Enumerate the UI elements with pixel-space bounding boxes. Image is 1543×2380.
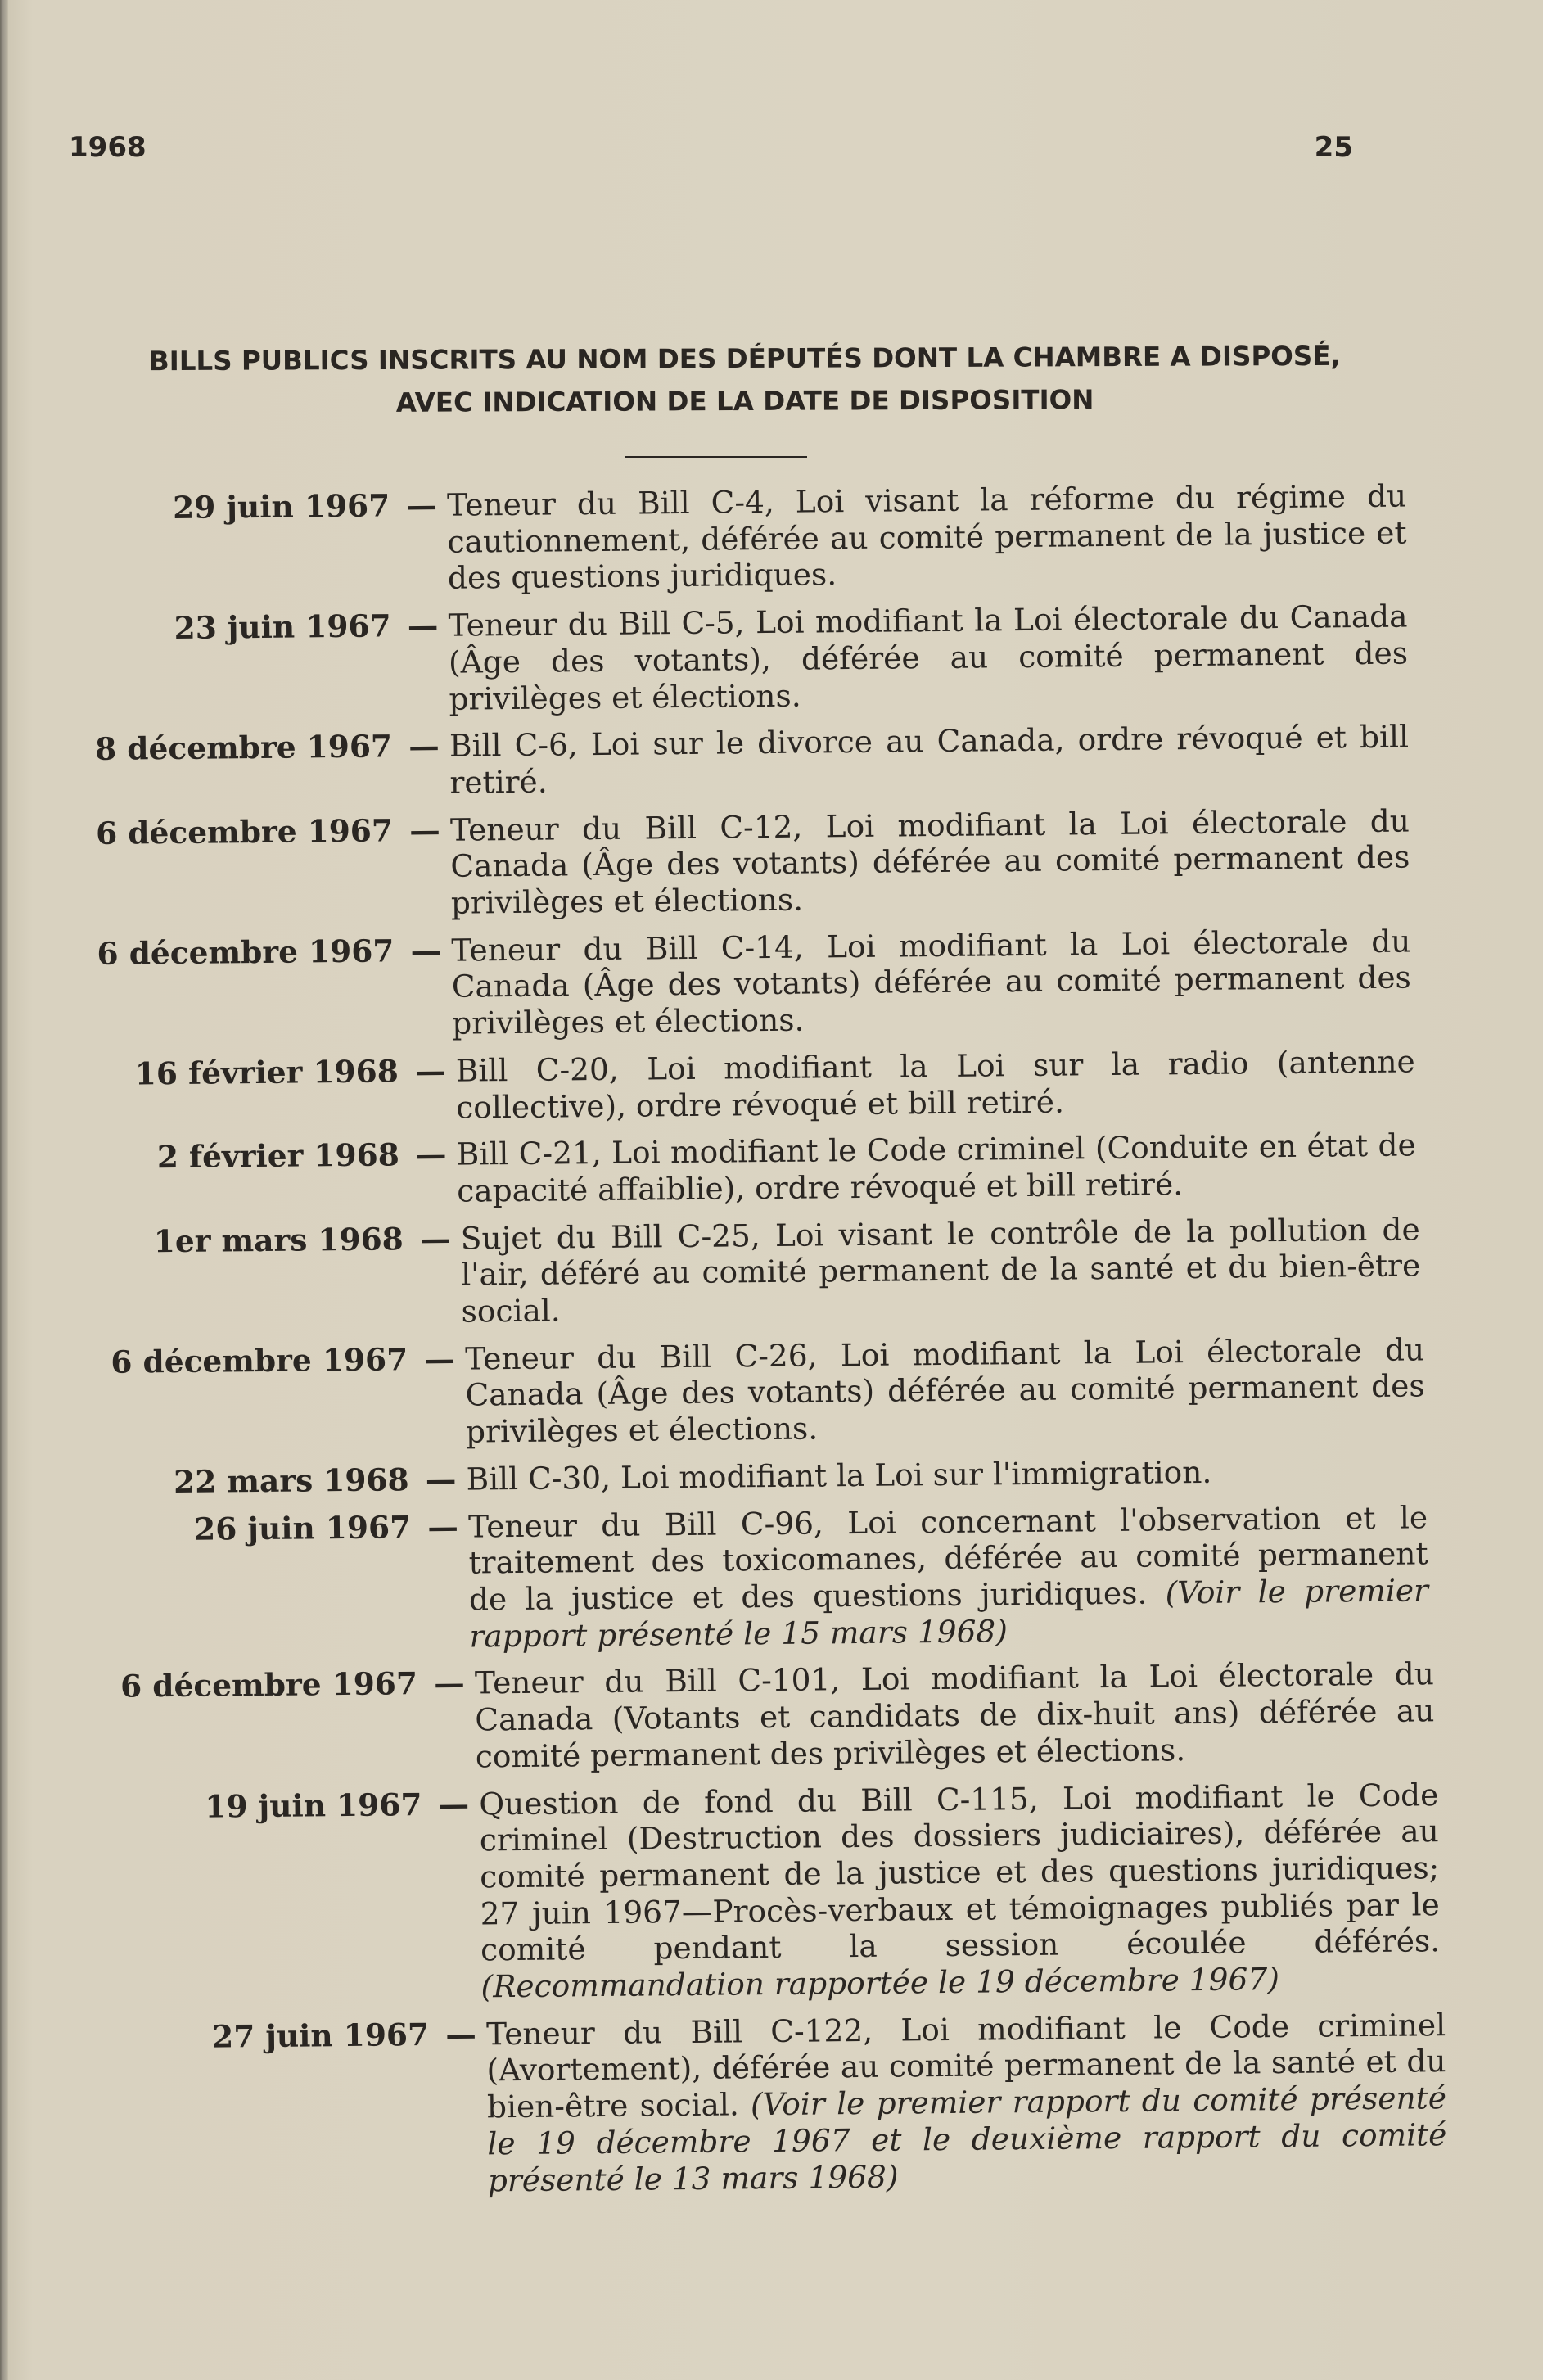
- entry-dash: —: [410, 932, 442, 969]
- entry-dash: —: [425, 1461, 457, 1497]
- entry-date: 29 juin 1967: [172, 487, 390, 526]
- entry-description: [448, 923, 1411, 1041]
- entry-description: [453, 1043, 1416, 1126]
- entry-dash: —: [434, 1665, 465, 1702]
- entry-description: [462, 1452, 1425, 1497]
- entry-dash: —: [414, 1052, 446, 1090]
- entry-dash: —: [415, 1136, 447, 1173]
- entry-text: Teneur du Bill C-122, Loi modifiant le Code criminel (Avortement), déférée au comité permanent de la santé et du bien-être social.: [485, 2006, 1446, 2125]
- title-line-2: AVEC INDICATION DE LA DATE DE DISPOSITION: [395, 384, 1094, 418]
- entry-text: Teneur du Bill C-26, Loi modifiant la Loi électorale du Canada (Âge des votants) déférée au comité permanent des privilèges et élections.: [464, 1331, 1425, 1450]
- entry-text: Teneur du Bill C-12, Loi modifiant la Loi électorale du Canada (Âge des votants) déférée au comité permanent des privilèges et élections.: [449, 802, 1410, 921]
- bill-entry: [11, 1655, 1543, 1779]
- entry-text: Teneur du Bill C-101, Loi modifiant la Loi électorale du Canada (Votants et candidats de dix-huit ans) déférée au comité permanent des privilèges et élections.: [474, 1655, 1435, 1775]
- entry-dash: —: [419, 1220, 451, 1257]
- entry-text: Bill C-6, Loi sur le divorce au Canada, ordre révoqué et bill retiré.: [449, 718, 1410, 801]
- entry-text: Question de fond du Bill C-115, Loi modifiant le Code criminel (Destruction des dossiers judiciaires), déférée au comité permanent de la justice et des questions juridiques; 27 juin 1967—Procès-verbaux et témoignages publiés par le comité pendant la session écoulée déférés.: [479, 1776, 1441, 1968]
- entry-date: 6 décembre 1967: [95, 812, 394, 851]
- entry-dash: —: [409, 811, 440, 848]
- bill-entry: [3, 802, 1543, 926]
- entry-date: 6 décembre 1967: [111, 1341, 408, 1380]
- entry-description: [458, 1211, 1421, 1330]
- entry-dash: —: [406, 486, 438, 524]
- running-head-year: 1968: [69, 131, 147, 164]
- bill-entry: [12, 1775, 1543, 2009]
- page-number: 25: [1314, 131, 1353, 164]
- entry-note: (Voir le premier rapport du comité présenté le 19 décembre 1967 et le deuxième rapport du comité présenté le 13 mars 1968): [487, 2080, 1447, 2198]
- entry-text: Bill C-20, Loi modifiant la Loi sur la radio (antenne collective), ordre révoqué et bill retiré.: [455, 1043, 1415, 1126]
- entry-text: Teneur du Bill C-14, Loi modifiant la Loi électorale du Canada (Âge des votants) déférée au comité permanent des privilèges et élections.: [451, 923, 1411, 1041]
- entry-dash: —: [427, 1508, 459, 1545]
- bill-entry: [9, 1451, 1543, 1502]
- entry-description: [476, 1777, 1441, 2005]
- entry-text: Bill C-30, Loi modifiant la Loi sur l'immigration.: [466, 1453, 1212, 1497]
- bill-entry: [0, 476, 1543, 601]
- entry-date: 2 février 1968: [156, 1136, 400, 1176]
- entry-description: [462, 1331, 1425, 1450]
- entry-dash: —: [445, 2016, 477, 2053]
- entry-text: Teneur du Bill C-4, Loi visant la réforme du régime du cautionnement, déférée au comité permanent de la justice et des questions juridiques.: [446, 477, 1407, 597]
- section-title: [65, 334, 1424, 425]
- entry-description: [483, 2007, 1447, 2199]
- entry-date: 27 juin 1967: [211, 2016, 430, 2055]
- entry-text: Sujet du Bill C-25, Loi visant le contrôle de la pollution de l'air, déféré au comité permanent de la santé et du bien-être social.: [460, 1211, 1421, 1330]
- entry-dash: —: [407, 607, 439, 644]
- entry-date: 19 juin 1967: [205, 1786, 422, 1825]
- bill-entry: [4, 922, 1543, 1046]
- entry-description: [446, 719, 1410, 802]
- entry-date: 23 juin 1967: [174, 607, 391, 647]
- entry-note: (Voir le premier rapport présenté le 15 mars 1968): [469, 1572, 1429, 1655]
- entry-text: Teneur du Bill C-5, Loi modifiant la Loi électorale du Canada (Âge des votants), déférée au comité permanent des privilèges et élections.: [448, 598, 1409, 717]
- entry-note: (Recommandation rapportée le 19 décembre 1967): [480, 1961, 1280, 2005]
- title-rule: [625, 456, 807, 458]
- entry-description: [444, 598, 1408, 717]
- title-line-1: BILLS PUBLICS INSCRITS AU NOM DES DÉPUTÉS DONT LA CHAMBRE A DISPOSÉ,: [148, 340, 1341, 377]
- entry-description: [447, 802, 1410, 921]
- entry-date: 16 février 1968: [134, 1053, 399, 1092]
- entry-date: 22 mars 1968: [173, 1461, 409, 1500]
- entry-date: 26 juin 1967: [193, 1508, 412, 1547]
- entry-text: Teneur du Bill C-96, Loi concernant l'observation et le traitement des toxicomanes, déférée au comité permanent de la justice et des questions juridiques.: [467, 1498, 1428, 1618]
- bill-entry: [7, 1126, 1543, 1213]
- bill-entry: [10, 1497, 1543, 1659]
- entry-date: 6 décembre 1967: [120, 1665, 418, 1705]
- bill-entry: [2, 717, 1543, 805]
- entry-description: [471, 1656, 1435, 1775]
- bill-entry: [7, 1210, 1543, 1335]
- entry-description: [453, 1127, 1417, 1210]
- bill-entry: [8, 1330, 1543, 1455]
- entry-description: [465, 1499, 1429, 1655]
- bill-entry: [6, 1042, 1543, 1130]
- entry-text: Bill C-21, Loi modifiant le Code criminel (Conduite en état de capacité affaiblie), ordre révoqué et bill retiré.: [456, 1127, 1416, 1209]
- entry-description: [444, 478, 1407, 597]
- entry-dash: —: [438, 1786, 470, 1822]
- bill-entry: [15, 2006, 1543, 2204]
- entry-dash: —: [408, 728, 440, 765]
- entry-date: 8 décembre 1967: [94, 728, 393, 768]
- entry-date: 1er mars 1968: [153, 1220, 404, 1259]
- entry-date: 6 décembre 1967: [97, 933, 395, 972]
- bill-entries-list: [0, 476, 1543, 2214]
- bill-entry: [1, 597, 1543, 721]
- entry-dash: —: [424, 1340, 456, 1377]
